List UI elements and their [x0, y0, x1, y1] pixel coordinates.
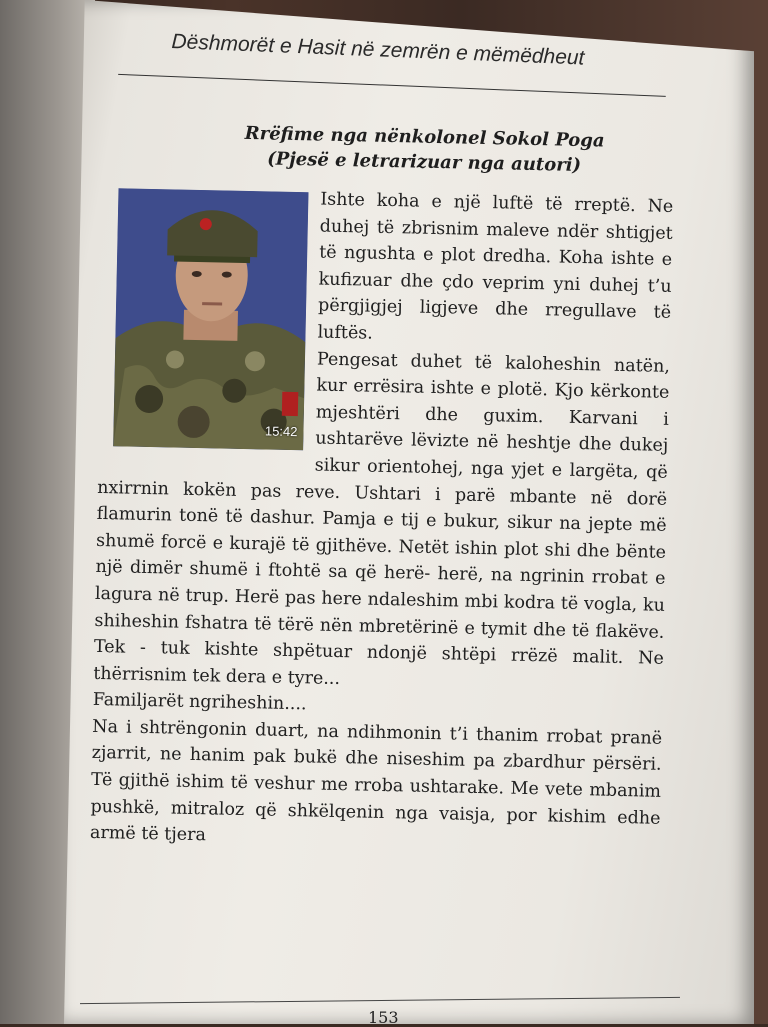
paragraph-2: Pengesat duhet të kaloheshin natën, kur errësira ishte e plotë. Kjo kërkonte mjeshtëri dhe guxim. Karvani i ushtarëve lëvizte në heshtje dhe dukej sikur orientohej, nga yjet e largëta, që nxirrnin kokën pas reve. Ushtari i parë mbante në dorë flamurin tonë të dashur. Pamja e tij e bukur, sikur na jepte më shumë forcë e kurajë të gjithëve. Netët ishin plot shi dhe bënte një dimër shumë i ftohtë sa që herë- herë, na ngrinin rrobat e lagura në trup. Herë pas here ndaleshim mbi kodra të vogla, ku shiheshin fshatra të tërë nën mbretërinë e tymit dhe të flakëve. Tek - tuk kishte shpëtuar ndonjë shtëpi rrëzë malit. Ne thërrisnim tek dera e tyre...: [93, 349, 671, 689]
article-title-line-1: Rrëfime nga nënkolonel Sokol Poga: [244, 122, 605, 152]
page-number: 153: [368, 1008, 399, 1027]
article: [90, 118, 675, 859]
paragraph-1-text: Ishte koha e një luftë të rreptë. Ne duhej të zbrisnim maleve ndër shtigjet të ngushta e plot dredha. Koha ishte e kufizuar dhe çdo veprim yni duhej t’u përgjigjej ligjeve dhe rregullave të luftës.: [317, 189, 674, 344]
header-title: Dëshmorët e Hasit në zemrën e mëmëdheut: [171, 30, 585, 70]
header-rule: [118, 74, 666, 97]
soldier-photo: [113, 188, 308, 450]
paragraph-1: [100, 182, 674, 440]
photo-timestamp: 15:42: [264, 423, 298, 440]
paragraph-3: Familjarët ngriheshin....: [92, 690, 307, 715]
paragraph-4: Na i shtrëngonin duart, na ndihmonin t’i thanim rrobat pranë zjarrit, ne hanim pak bukë dhe niseshim pa zbardhur përsëri. Të gjithë ishim të veshur me rroba ushtarake. Me vete mbanim pushkë, mitraloz që shkëlqenin nga vaisja, por kishim edhe armë të tjera: [89, 716, 663, 846]
soldier-portrait-image: [113, 188, 308, 450]
article-title: [104, 118, 675, 180]
article-title-line-2: (Pjesë e letrarizuar nga autori): [267, 148, 582, 176]
article-body: [90, 182, 674, 859]
